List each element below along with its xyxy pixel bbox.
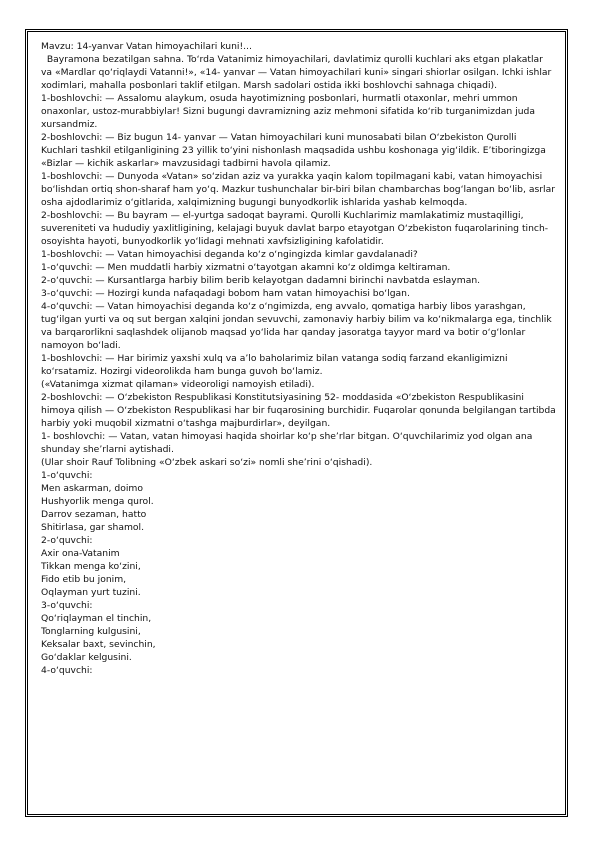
document-title: Mavzu: 14-yanvar Vatan himoyachilari kuni!... [41,41,252,52]
poem-speaker: 2-o‘quvchi: [41,535,93,546]
paragraph: 3-o‘quvchi: — Hozirgi kunda nafaqadagi bobom ham vatan himoyachisi bo‘lgan. [41,288,410,299]
paragraph: 4-o‘quvchi: — Vatan himoyachisi deganda ko‘z o‘ngimizda, eng avvalo, qomatiga harbiy libos yarashgan, tug‘ilgan yurti va oq sut bergan xalqini jondan sevuvchi, zamonaviy harbiy bilim va ko‘nikmalarga ega, tinchlik va barqarorlikni saqlashdek olijanob maqsad yo‘lida har qanday jasoratga tayyor mard va botir o‘g‘lonlar namoyon bo‘ladi. [41,301,552,351]
poem-line: Tonglarning kulgusini, [41,626,141,637]
poem-line: Tikkan menga ko‘zini, [41,561,141,572]
paragraph: 1-boshlovchi: — Har birimiz yaxshi xulq va a’lo baholarimiz bilan vatanga sodiq farzand ekanligimizni ko‘rsatamiz. Hozirgi videorolikda ham bunga guvoh bo‘lamiz. [41,353,508,377]
poem-line: Axir ona-Vatanim [41,548,120,559]
paragraph: (Ular shoir Rauf Tolibning «O‘zbek askari so‘zi» nomli she’rini o‘qishadi). [41,457,373,468]
poem-line: Men askarman, doimo [41,483,143,494]
poem-line: Hushyorlik menga qurol. [41,496,154,507]
poem-speaker: 1-o‘quvchi: [41,470,93,481]
paragraph: 1-o‘quvchi: — Men muddatli harbiy xizmatni o‘tayotgan akamni ko‘z oldimga keltiraman. [41,262,451,273]
paragraph: 2-o‘quvchi: — Kursantlarga harbiy bilim berib kelayotgan dadamni birinchi navbatda eslayman. [41,275,481,286]
paragraph: 1-boshlovchi: — Assalomu alaykum, osuda hayotimizning posbonlari, hurmatli otaxonlar, mehri ummon onaxonlar, ustoz-murabbiylar! Sizni bugungi davramizning aziz mehmoni sifatida ko‘rib turganimizdan juda xursandmiz. [41,93,536,130]
poem-line: Go‘daklar kelgusini. [41,652,132,663]
poem-speaker: 3-o‘quvchi: [41,600,93,611]
poem-line: Fido etib bu jonim, [41,574,127,585]
poem-line: Darrov sezaman, hatto [41,509,147,520]
poem-line: Oqlayman yurt tuzini. [41,587,141,598]
poem-line: Qo‘riqlayman el tinchin, [41,613,152,624]
poem-line: Shitirlasa, gar shamol. [41,522,145,533]
document-body [41,40,556,677]
paragraph: 1- boshlovchi: — Vatan, vatan himoyasi haqida shoirlar ko‘p she’rlar bitgan. O‘quvchilarimiz yod olgan ana shunday she’rlarni aytishadi. [41,431,533,455]
poem-speaker: 4-o‘quvchi: [41,665,93,676]
paragraph: 1-boshlovchi: — Dunyoda «Vatan» so‘zidan aziz va yurakka yaqin kalom topilmagani kabi, vatan himoyachisi bo‘lishdan ortiq shon-sharaf ham yo‘q. Mazkur tushunchalar bir-biri bilan chambarchas bog‘langan bo‘lib, asrlar osha ajdodlarimiz o‘gitlarida, xalqimizning bugungi bunyodkorlik ishlarida yashab kelmoqda. [41,171,556,208]
paragraph: 1-boshlovchi: — Vatan himoyachisi deganda ko‘z o‘ngingizda kimlar gavdalanadi? [41,249,418,260]
paragraph: 2-boshlovchi: — O‘zbekiston Respublikasi Konstitutsiyasining 52- moddasida «O‘zbekiston Respublikasini himoya qilish — O‘zbekiston Respublikasi har bir fuqarosining burchidir. Fuqarolar qonunda belgilangan tartibda harbiy yoki muqobil xizmatni o‘tashga majburdirlar», deyilgan. [41,392,556,429]
paragraph: («Vatanimga xizmat qilaman» videoroligi namoyish etiladi). [41,379,315,390]
stage-direction: Bayramona bezatilgan sahna. To‘rda Vatanimiz himoyachilari, davlatimiz qurolli kuchlari aks etgan plakatlar va «Mardlar qo‘riqlaydi Vatanni!», «14- yanvar — Vatan himoyachilari kuni» singari shiorlar osilgan. Ichki ishlar xodimlari, mahalla posbonlari taklif etilgan. Marsh sadolari ostida ikki boshlovchi sahnaga chiqadi). [41,54,552,91]
paragraph: 2-boshlovchi: — Bu bayram — el-yurtga sadoqat bayrami. Qurolli Kuchlarimiz mamlakatimiz mustaqilligi, suvereniteti va hududiy yaxlitligining, kelajagi buyuk davlat barpo etayotgan O‘zbekiston fuqarolarining tinch-osoyishta hayoti, bunyodkorlik yo‘lidagi mehnati xavfsizligining kafolatidir. [41,210,549,247]
paragraph: 2-boshlovchi: — Biz bugun 14- yanvar — Vatan himoyachilari kuni munosabati bilan O‘zbekiston Qurolli Kuchlari tashkil etilganligining 23 yillik to‘yini nishonlash maqsadida ushbu koshonaga yig‘ildik. E’tiboringizga «Bizlar — kichik askarlar» mavzusidagi tadbirni havola qilamiz. [41,132,546,169]
poem-line: Keksalar baxt, sevinchin, [41,639,156,650]
